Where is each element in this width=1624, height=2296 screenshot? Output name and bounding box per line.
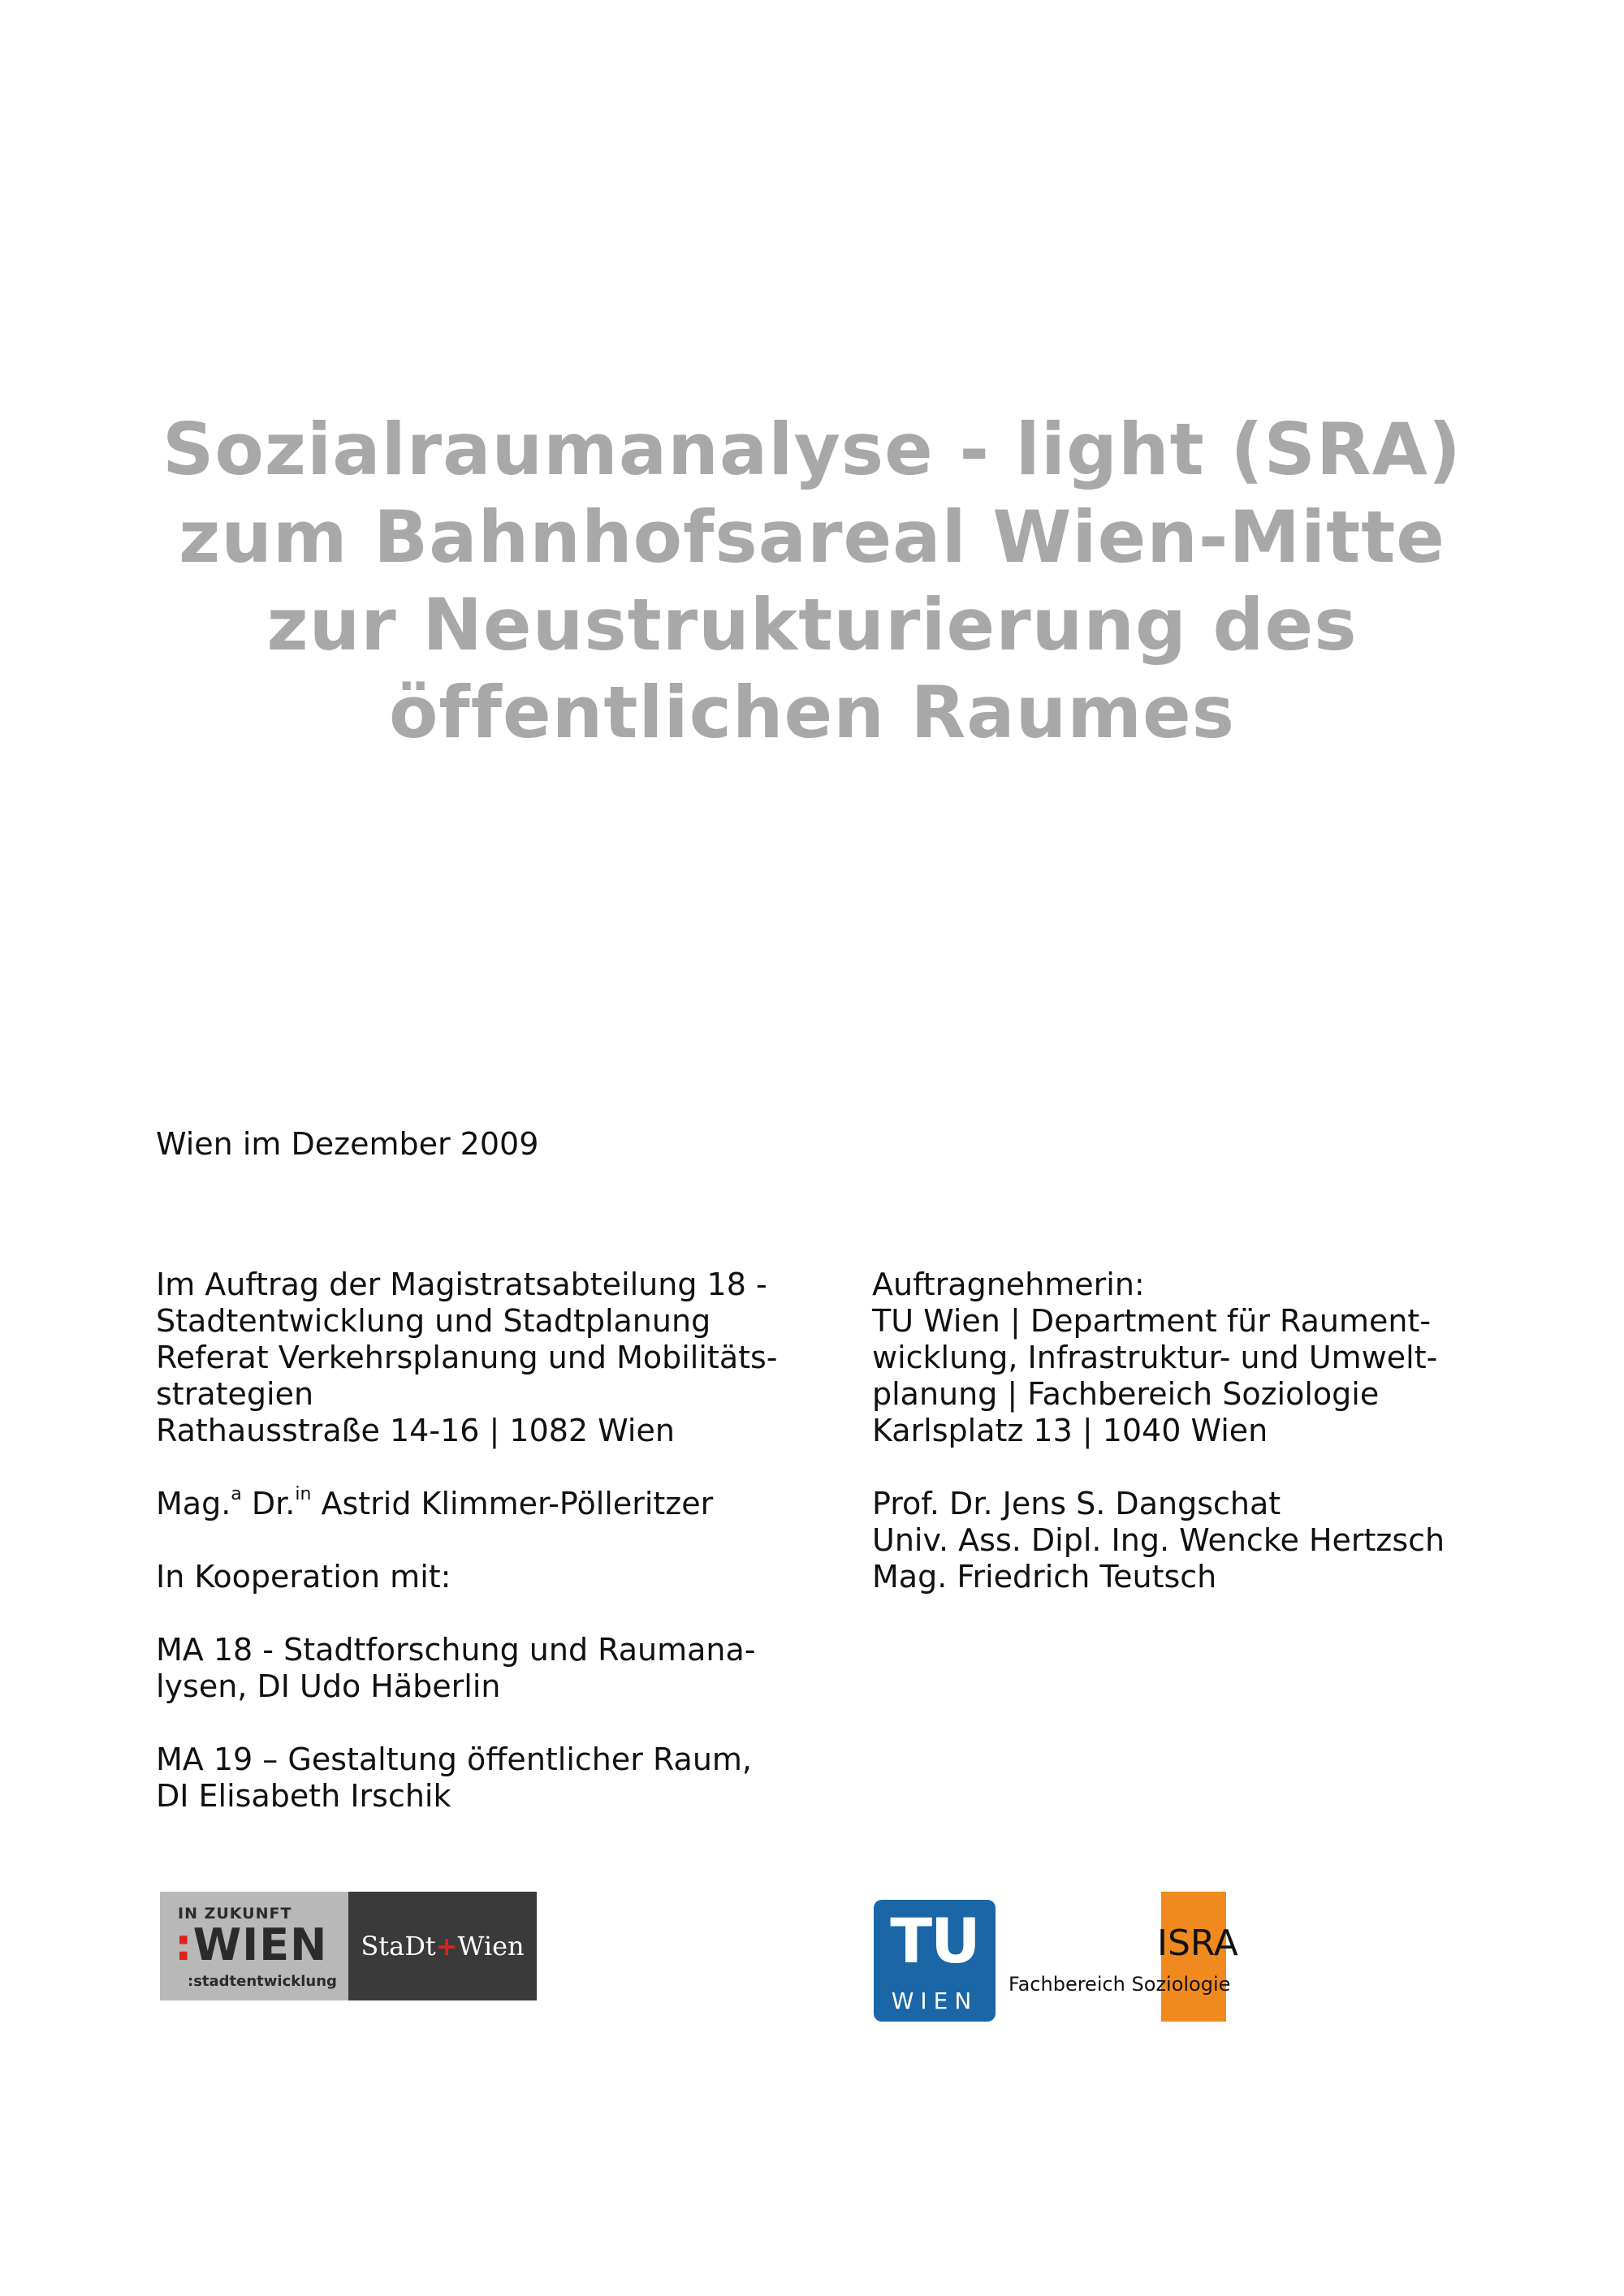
contact-title-sup: in [295, 1484, 312, 1505]
logo-text: ISRA [1157, 1923, 1238, 1964]
title-line: zur Neustrukturierung des [266, 583, 1358, 667]
logo-text: Fachbereich Soziologie [1009, 1973, 1231, 1996]
author-name: Univ. Ass. Dipl. Ing. Wencke Hertzsch [872, 1522, 1445, 1558]
client-line: strategien [156, 1376, 314, 1412]
tu-wien-logo [874, 1900, 996, 2022]
contractor-address: Karlsplatz 13 | 1040 Wien [872, 1413, 1268, 1448]
partner-line: MA 19 – Gestaltung öffentlicher Raum, [156, 1741, 753, 1777]
isra-logo [1007, 1892, 1259, 2022]
title-line: öffentlichen Raumes [388, 671, 1236, 754]
client-column [156, 1267, 838, 1815]
contact-title: Dr. [241, 1486, 296, 1521]
title-line: Sozialraumanalyse - light (SRA) [162, 408, 1462, 491]
contact-title-sup: a [231, 1484, 242, 1505]
partner-line: DI Elisabeth Irschik [156, 1778, 451, 1814]
logo-text: StaDt+Wien [361, 1931, 525, 1962]
stadt-wien-logo [160, 1892, 537, 2000]
logo-text: :WIEN [175, 1919, 328, 1970]
cooperation-label: In Kooperation mit: [156, 1559, 451, 1595]
client-line: Im Auftrag der Magistratsabteilung 18 - [156, 1267, 767, 1302]
contractor-line: planung | Fachbereich Soziologie [872, 1376, 1380, 1412]
client-contact [156, 1486, 838, 1522]
partner-line: MA 18 - Stadtforschung und Raumana- [156, 1632, 756, 1668]
contractor-label: Auftragnehmerin: [872, 1267, 1145, 1302]
document-date: Wien im Dezember 2009 [156, 1126, 539, 1162]
author-name: Prof. Dr. Jens S. Dangschat [872, 1486, 1281, 1521]
contact-title: Mag. [156, 1486, 231, 1521]
contractor-column [872, 1267, 1570, 1595]
logo-text: WIEN [891, 1987, 978, 2014]
client-line: Stadtentwicklung und Stadtplanung [156, 1303, 711, 1339]
contractor-line: wicklung, Infrastruktur- und Umwelt- [872, 1340, 1438, 1375]
stadt-wien-wordmark [348, 1892, 537, 2000]
contact-name: Astrid Klimmer-Pölleritzer [311, 1486, 714, 1521]
contractor-line: TU Wien | Department für Raument- [872, 1303, 1432, 1339]
partner-line: lysen, DI Udo Häberlin [156, 1668, 501, 1704]
client-address: Rathausstraße 14-16 | 1082 Wien [156, 1413, 675, 1448]
title-line: zum Bahnhofsareal Wien-Mitte [178, 495, 1445, 579]
logo-text: :stadtentwicklung [188, 1973, 337, 1990]
logo-text: TU [890, 1905, 979, 1977]
in-zukunft-wien-logo [160, 1892, 348, 2000]
author-name: Mag. Friedrich Teutsch [872, 1559, 1217, 1595]
logo-text: IN ZUKUNFT [178, 1905, 292, 1923]
client-line: Referat Verkehrsplanung und Mobilitäts- [156, 1340, 778, 1375]
document-title [81, 406, 1543, 757]
